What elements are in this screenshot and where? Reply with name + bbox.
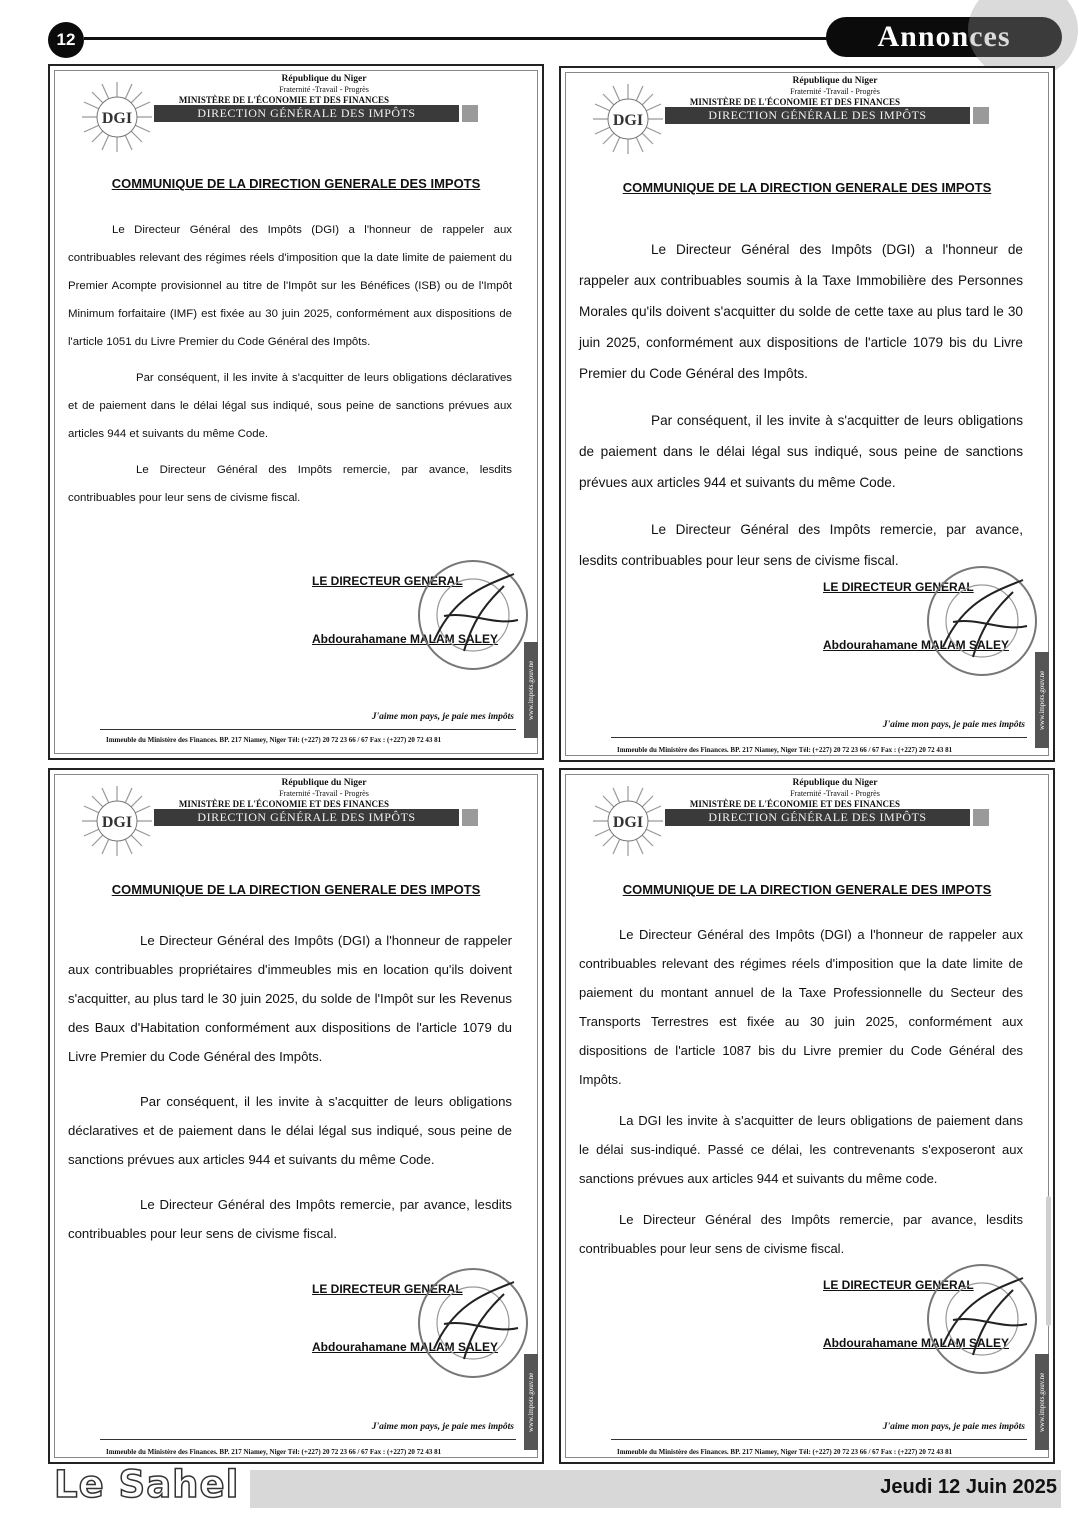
motto-label: Fraternité -Travail - Progrès (279, 85, 369, 94)
notice-paragraph: Par conséquent, il les invite à s'acquitter de leurs obligations de paiement dans le délai légal sus indiqué, sous peine de sanctions prévues aux articles 944 et suivants du même Code. (579, 413, 1023, 490)
notice-paragraph: Le Directeur Général des Impôts (DGI) a l'honneur de rappeler aux contribuables relevant des régimes réels d'imposition que la date limite de paiement du montant annuel de la Taxe Professionnelle du Secteur des Transports Terrestres est fixée au 30 juin 2025, conformément aux dispositions de l'article 1087 bis du Livre premier du Code Général des Impôts. (579, 927, 1023, 1087)
website-label: www.impots.gouv.ne (524, 1354, 538, 1450)
contact-address: Immeuble du Ministère des Finances. BP. 217 Niamey, Niger Tél: (+227) 20 72 23 66 / 67 Fax : (+227) 20 72 43 81 (106, 1448, 442, 1456)
notice-card-1 (48, 64, 544, 760)
contact-address: Immeuble du Ministère des Finances. BP. 217 Niamey, Niger Tél: (+227) 20 72 23 66 / 67 Fax : (+227) 20 72 43 81 (617, 746, 953, 754)
signatory-name: Abdourahamane MALAM SALEY (823, 638, 1010, 652)
header-rule (84, 37, 834, 40)
official-stamp-icon (923, 1260, 1041, 1378)
official-stamp-icon (414, 556, 532, 674)
notice-paragraph: Par conséquent, il les invite à s'acquitter de leurs obligations déclaratives et de paiement dans le délai légal sus indiqué, sous peine de sanctions prévues aux articles 944 et suivants du même Code. (68, 1094, 512, 1167)
motto-label: Fraternité -Travail - Progrès (279, 789, 369, 798)
signatory-title: LE DIRECTEUR GENERAL (823, 580, 974, 594)
slogan: J'aime mon pays, je paie mes impôts (371, 712, 514, 722)
ministry-label: MINISTÈRE DE L'ÉCONOMIE ET DES FINANCES (178, 799, 390, 809)
letterhead (585, 74, 1025, 164)
slogan: J'aime mon pays, je paie mes impôts (882, 720, 1025, 730)
directorate-banner: DIRECTION GÉNÉRALE DES IMPÔTS (665, 107, 970, 124)
svg-text:DGI: DGI (612, 814, 644, 831)
notice-body (68, 926, 512, 1248)
directorate-banner: DIRECTION GÉNÉRALE DES IMPÔTS (665, 809, 970, 826)
signatory-title: LE DIRECTEUR GENERAL (312, 1282, 463, 1296)
notice-paragraph: Le Directeur Général des Impôts remercie, par avance, lesdits contribuables pour leur sens de civisme fiscal. (68, 1197, 512, 1241)
contact-address: Immeuble du Ministère des Finances. BP. 217 Niamey, Niger Tél: (+227) 20 72 23 66 / 67 Fax : (+227) 20 72 43 81 (106, 736, 442, 744)
scrollbar[interactable] (1046, 1196, 1051, 1326)
page-number: 12 (48, 22, 84, 58)
notice-paragraph: Le Directeur Général des Impôts remercie, par avance, lesdits contribuables pour leur sens de civisme fiscal. (68, 464, 512, 504)
motto-label: Fraternité -Travail - Progrès (790, 87, 880, 96)
website-label: www.impots.gouv.ne (1035, 1354, 1049, 1450)
notice-body (68, 216, 512, 512)
contact-address: Immeuble du Ministère des Finances. BP. 217 Niamey, Niger Tél: (+227) 20 72 23 66 / 67 Fax : (+227) 20 72 43 81 (617, 1448, 953, 1456)
slogan: J'aime mon pays, je paie mes impôts (882, 1422, 1025, 1432)
svg-text:DGI: DGI (101, 814, 133, 831)
notice-paragraph: Par conséquent, il les invite à s'acquitter de leurs obligations déclaratives et de paiement dans le délai légal sus indiqué, sous peine de sanctions prévues aux articles 944 et suivants du même Code. (68, 372, 512, 440)
directorate-banner: DIRECTION GÉNÉRALE DES IMPÔTS (154, 105, 459, 122)
signatory-name: Abdourahamane MALAM SALEY (823, 1336, 1010, 1350)
ministry-label: MINISTÈRE DE L'ÉCONOMIE ET DES FINANCES (178, 95, 390, 105)
website-label: www.impots.gouv.ne (1035, 652, 1049, 748)
dgi-logo-icon (80, 784, 154, 858)
signatory-title: LE DIRECTEUR GENERAL (823, 1278, 974, 1292)
dgi-logo-icon (591, 784, 665, 858)
dgi-logo-icon (591, 82, 665, 156)
notice-paragraph: La DGI les invite à s'acquitter de leurs obligations de paiement dans le délai sus-indiqué. Passé ce délai, les contrevenants s'exposeront aux sanctions prévues aux articles 944 et suivants du même code. (579, 1113, 1023, 1186)
official-stamp-icon (923, 562, 1041, 680)
notice-body (579, 920, 1023, 1263)
directorate-banner: DIRECTION GÉNÉRALE DES IMPÔTS (154, 809, 459, 826)
ministry-label: MINISTÈRE DE L'ÉCONOMIE ET DES FINANCES (689, 97, 901, 107)
notice-title: COMMUNIQUE DE LA DIRECTION GENERALE DES IMPOTS (622, 882, 992, 897)
republic-label: République du Niger (792, 76, 878, 86)
dgi-logo-icon (80, 80, 154, 154)
notice-card-3 (48, 768, 544, 1464)
signatory-name: Abdourahamane MALAM SALEY (312, 1340, 499, 1354)
motto-label: Fraternité -Travail - Progrès (790, 789, 880, 798)
website-label: www.impots.gouv.ne (524, 642, 538, 738)
letterhead (585, 776, 1025, 866)
republic-label: République du Niger (281, 74, 367, 84)
notice-card-4 (559, 768, 1055, 1464)
svg-text:DGI: DGI (101, 110, 133, 127)
official-stamp-icon (414, 1264, 532, 1382)
letterhead (74, 72, 514, 162)
notice-paragraph: Le Directeur Général des Impôts (DGI) a l'honneur de rappeler aux contribuables propriétaires d'immeubles mis en location qu'ils doivent s'acquitter, au plus tard le 30 juin 2025, du solde de l'Impôt sur les Revenus des Baux d'Habitation conformément aux dispositions de l'article 1079 du Livre Premier du Code Général des Impôts. (68, 933, 512, 1064)
letterhead (74, 776, 514, 866)
notice-paragraph: Le Directeur Général des Impôts remercie, par avance, lesdits contribuables pour leur sens de civisme fiscal. (579, 522, 1023, 568)
ministry-label: MINISTÈRE DE L'ÉCONOMIE ET DES FINANCES (689, 799, 901, 809)
notice-card-2 (559, 66, 1055, 762)
notice-paragraph: Le Directeur Général des Impôts (DGI) a l'honneur de rappeler aux contribuables relevant des régimes réels d'imposition que la date limite de paiement du Premier Acompte provisionnel au titre de l'Impôt sur les Bénéfices (ISB) ou de l'Impôt Minimum forfaitaire (IMF) est fixée au 30 juin 2025, conformément aux dispositions de l'article 1051 du Livre Premier du Code Général des Impôts. (68, 224, 512, 348)
signatory-title: LE DIRECTEUR GENERAL (312, 574, 463, 588)
section-title: Annonces (826, 17, 1062, 57)
issue-date: Jeudi 12 Juin 2025 (880, 1476, 1057, 1498)
notice-title: COMMUNIQUE DE LA DIRECTION GENERALE DES IMPOTS (111, 176, 481, 191)
svg-text:DGI: DGI (612, 112, 644, 129)
republic-label: République du Niger (281, 778, 367, 788)
notice-paragraph: Le Directeur Général des Impôts (DGI) a l'honneur de rappeler aux contribuables soumis à la Taxe Immobilière des Personnes Morales qu'ils doivent s'acquitter du solde de cette taxe au plus tard le 30 juin 2025, conformément aux dispositions de l'article 1079 bis du Livre Premier du Code Général des Impôts. (579, 242, 1023, 381)
signatory-name: Abdourahamane MALAM SALEY (312, 632, 499, 646)
slogan: J'aime mon pays, je paie mes impôts (371, 1422, 514, 1432)
notice-body (579, 234, 1023, 576)
notice-title: COMMUNIQUE DE LA DIRECTION GENERALE DES IMPOTS (622, 180, 992, 195)
republic-label: République du Niger (792, 778, 878, 788)
newspaper-brand: Le Sahel (54, 1462, 240, 1506)
notice-title: COMMUNIQUE DE LA DIRECTION GENERALE DES IMPOTS (111, 882, 481, 897)
notice-paragraph: Le Directeur Général des Impôts remercie, par avance, lesdits contribuables pour leur sens de civisme fiscal. (579, 1212, 1023, 1256)
